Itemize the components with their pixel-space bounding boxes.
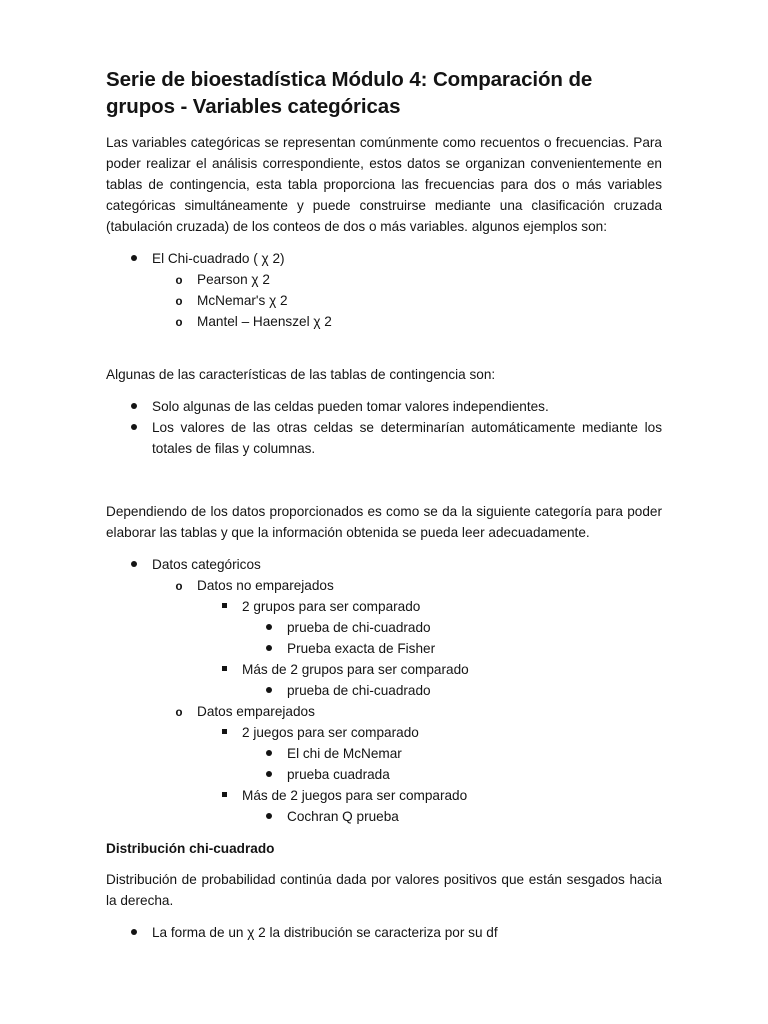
- list-item-text: Prueba exacta de Fisher: [287, 641, 436, 656]
- list-item-text: El Chi-cuadrado ( χ 2): [152, 251, 285, 266]
- list-item: [106, 743, 662, 764]
- page-title: Serie de bioestadística Módulo 4: Comparación de grupos - Variables categóricas: [106, 68, 593, 118]
- bullet-icon: [128, 396, 140, 417]
- contingency-intro: Algunas de las características de las tablas de contingencia son:: [106, 367, 496, 382]
- list-item-text: Los valores de las otras celdas se determinarían automáticamente mediante los totales de filas y columnas.: [152, 420, 662, 456]
- bullet-icon: [263, 638, 275, 659]
- bullet-icon: [263, 743, 275, 764]
- list-item: [106, 554, 662, 575]
- list-item: [106, 806, 662, 827]
- list-item: [106, 596, 662, 617]
- intro-paragraph: Las variables categóricas se representan comúnmente como recuentos o frecuencias. Para poder realizar el análisis correspondiente, estos datos se organizan convenientemente en tablas de contingencia, esta tabla proporciona las frecuencias para dos o más variables categóricas simultáneamente y puede construirse mediante una clasificación cruzada (tabulación cruzada) de los conteos de dos o más variables. algunos ejemplos son:: [106, 135, 662, 234]
- list-item-text: Pearson χ 2: [197, 272, 270, 287]
- list-item: [106, 922, 662, 943]
- circle-bullet-icon: [173, 311, 185, 334]
- list-item: [106, 680, 662, 701]
- square-bullet-icon: [218, 596, 230, 617]
- list-item: [106, 638, 662, 659]
- list-item-text: Más de 2 juegos para ser comparado: [242, 788, 468, 803]
- distribution-list: [106, 922, 662, 943]
- bullet-icon: [128, 248, 140, 269]
- circle-bullet-icon: [173, 290, 185, 313]
- section-heading: Distribución chi-cuadrado: [106, 841, 275, 856]
- list-item: [106, 311, 662, 332]
- square-bullet-icon: [218, 785, 230, 806]
- list-item-text: McNemar's χ 2: [197, 293, 288, 308]
- list-item: [106, 764, 662, 785]
- square-bullet-icon: [218, 659, 230, 680]
- bullet-icon: [263, 680, 275, 701]
- list-item-text: Datos no emparejados: [197, 578, 334, 593]
- list-item-text: 2 grupos para ser comparado: [242, 599, 421, 614]
- depending-paragraph: Dependiendo de los datos proporcionados es como se da la siguiente categoría para poder elaborar las tablas y que la información obtenida se pueda leer adecuadamente.: [106, 504, 662, 540]
- list-item-text: prueba de chi-cuadrado: [287, 620, 431, 635]
- list-item-text: Datos emparejados: [197, 704, 315, 719]
- bullet-icon: [263, 617, 275, 638]
- list-item: [106, 248, 662, 269]
- list-item: [106, 417, 662, 459]
- distribution-paragraph: Distribución de probabilidad continúa dada por valores positivos que están sesgados hacia la derecha.: [106, 872, 662, 908]
- bullet-icon: [263, 764, 275, 785]
- square-bullet-icon: [218, 722, 230, 743]
- bullet-icon: [128, 417, 140, 438]
- list-item-text: prueba cuadrada: [287, 767, 390, 782]
- bullet-icon: [263, 806, 275, 827]
- list-item-text: Más de 2 grupos para ser comparado: [242, 662, 469, 677]
- list-item: [106, 785, 662, 806]
- list-item-text: La forma de un χ 2 la distribución se caracteriza por su df: [152, 925, 498, 940]
- list-item: [106, 396, 662, 417]
- circle-bullet-icon: [173, 575, 185, 598]
- list-item-text: Solo algunas de las celdas pueden tomar valores independientes.: [152, 399, 549, 414]
- list-item-text: El chi de McNemar: [287, 746, 402, 761]
- list-item-text: prueba de chi-cuadrado: [287, 683, 431, 698]
- list-item-text: Cochran Q prueba: [287, 809, 399, 824]
- list-item: [106, 722, 662, 743]
- circle-bullet-icon: [173, 269, 185, 292]
- list-item: [106, 575, 662, 596]
- category-tree: [106, 554, 662, 827]
- circle-bullet-icon: [173, 701, 185, 724]
- list-item: [106, 269, 662, 290]
- list-item: [106, 659, 662, 680]
- document-page: [106, 66, 662, 943]
- chi-square-list: [106, 248, 662, 332]
- bullet-icon: [128, 922, 140, 943]
- list-item-text: Datos categóricos: [152, 557, 261, 572]
- list-item: [106, 617, 662, 638]
- bullet-icon: [128, 554, 140, 575]
- list-item-text: 2 juegos para ser comparado: [242, 725, 419, 740]
- list-item: [106, 290, 662, 311]
- list-item-text: Mantel – Haenszel χ 2: [197, 314, 332, 329]
- list-item: [106, 701, 662, 722]
- contingency-list: [106, 396, 662, 459]
